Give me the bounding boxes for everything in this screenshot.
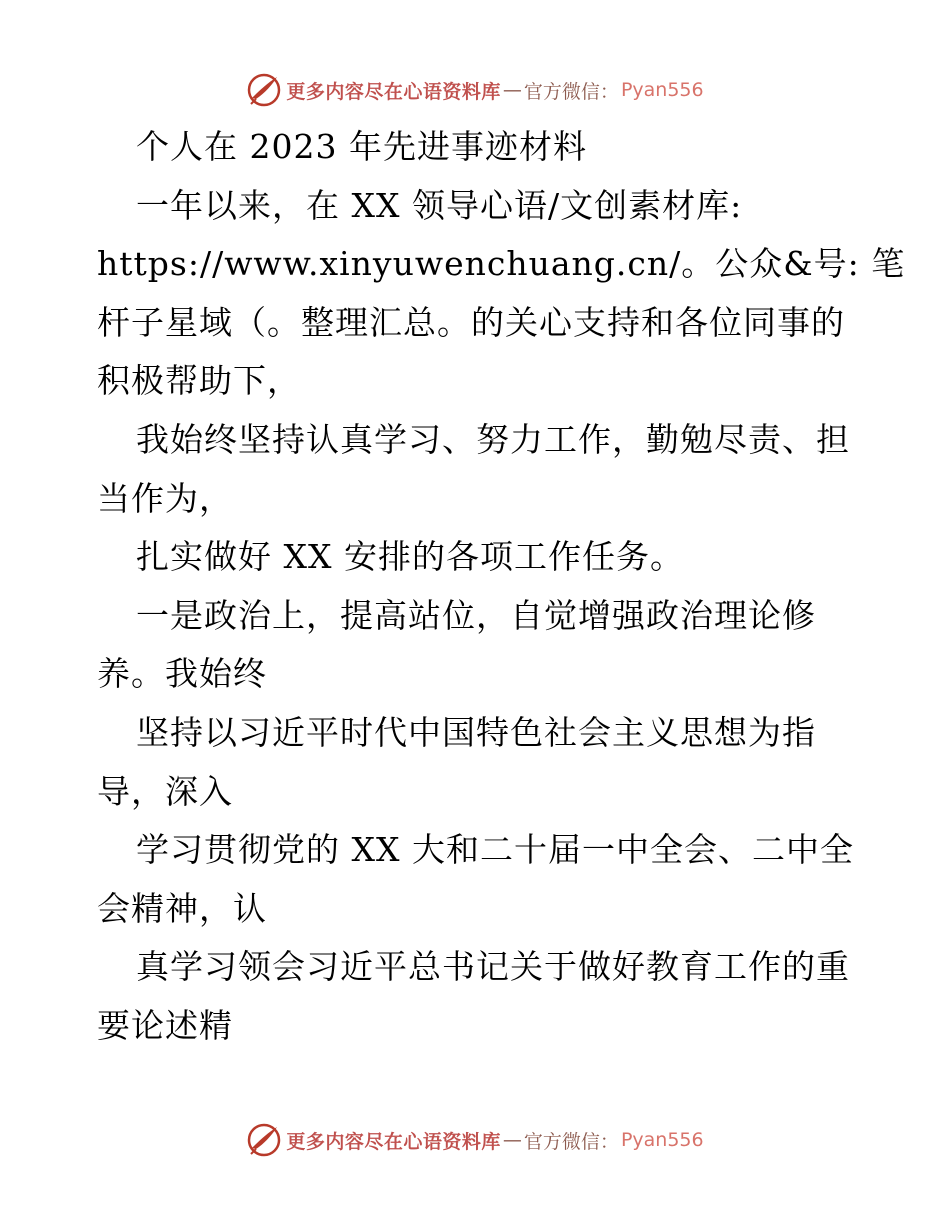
wechat-label: 官方微信： bbox=[523, 80, 619, 103]
quill-circle-logo-icon bbox=[246, 1122, 282, 1158]
paragraph-line: 会精神，认 bbox=[97, 888, 267, 928]
paragraph-line: 坚持以习近平时代中国特色社会主义思想为指 bbox=[136, 712, 816, 752]
paragraph-line: 扎实做好 XX 安排的各项工作任务。 bbox=[136, 537, 684, 577]
banner-dash: — bbox=[502, 79, 522, 101]
wechat-id: Pyan556 bbox=[620, 79, 704, 101]
paragraph-line: 导，深入 bbox=[97, 771, 233, 811]
paragraph-line: 一年以来，在 XX 领导心语/文创素材库: bbox=[136, 185, 743, 225]
document-body bbox=[97, 118, 906, 1056]
paragraph-line: 杆子星域（。整理汇总。的关心支持和各位同事的 bbox=[97, 302, 845, 342]
wechat-label: 官方微信： bbox=[523, 1130, 619, 1153]
paragraph-line: 我始终坚持认真学习、努力工作，勤勉尽责、担 bbox=[136, 419, 850, 459]
header-banner bbox=[0, 70, 950, 110]
paragraph-line: 要论述精 bbox=[97, 1005, 233, 1045]
paragraph-line: 积极帮助下， bbox=[97, 361, 301, 401]
footer-banner bbox=[0, 1120, 950, 1160]
wechat-id: Pyan556 bbox=[620, 1129, 704, 1151]
paragraph-line: 当作为， bbox=[97, 478, 233, 518]
document-title: 个人在 2023 年先进事迹材料 bbox=[136, 127, 587, 166]
paragraph-line: 养。我始终 bbox=[97, 654, 267, 694]
paragraph-line: 学习贯彻党的 XX 大和二十届一中全会、二中全 bbox=[136, 830, 854, 870]
site-promo-text: 更多内容尽在心语资料库 bbox=[286, 1130, 501, 1153]
site-promo-text: 更多内容尽在心语资料库 bbox=[286, 80, 501, 103]
paragraph-line: https://www.xinyuwenchuang.cn/。公众&号: 笔 bbox=[97, 244, 906, 284]
banner-dash: — bbox=[502, 1129, 522, 1151]
paragraph-line: 真学习领会习近平总书记关于做好教育工作的重 bbox=[136, 947, 850, 987]
quill-circle-logo-icon bbox=[246, 72, 282, 108]
paragraph-line: 一是政治上，提高站位，自觉增强政治理论修 bbox=[136, 595, 816, 635]
